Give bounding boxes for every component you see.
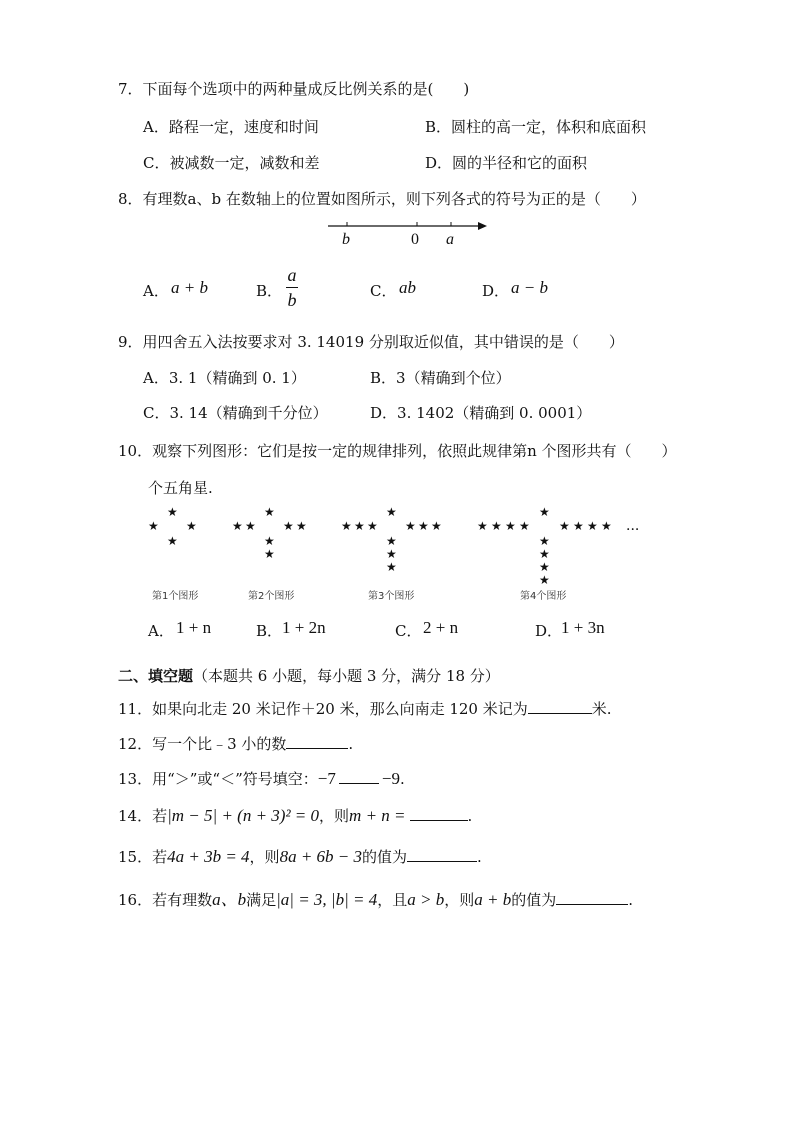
q15-mid: ，则 <box>249 848 280 866</box>
q10-option-d-label: D． <box>535 622 563 640</box>
q9-option-a: A．3. 1（精确到 0. 1） <box>143 369 306 387</box>
q15 <box>118 846 482 867</box>
star-icon: ★ <box>245 519 256 533</box>
axis-label-0: 0 <box>411 231 419 248</box>
q9-option-c: C．3. 14（精确到千分位） <box>143 404 328 422</box>
q16-text: 16．若有理数 <box>118 891 213 909</box>
star-icon: ★ <box>539 560 550 574</box>
q16-variables: a、b <box>212 890 247 909</box>
q7-option-a: A．路程一定，速度和时间 <box>143 118 319 136</box>
star-icon: ★ <box>148 519 159 533</box>
number-line <box>325 218 495 234</box>
star-icon: ★ <box>418 519 429 533</box>
q16-value-text: 的值为 <box>511 891 557 909</box>
star-icon: ★ <box>601 519 612 533</box>
q13-answer-blank[interactable] <box>339 769 379 784</box>
q10-option-b-expr: 1 + 2n <box>282 618 326 637</box>
q11 <box>118 698 612 719</box>
star-icon: ★ <box>264 547 275 561</box>
q8-option-c-label: C． <box>370 282 397 300</box>
star-icon: ★ <box>539 505 550 519</box>
q11-text: 11．如果向北走 20 米记作＋20 米，那么向南走 120 米记为 <box>118 700 528 718</box>
q11-answer-blank[interactable] <box>528 699 592 714</box>
star-icon: ★ <box>539 573 550 587</box>
axis-label-b: b <box>342 231 350 248</box>
q15-condition: 4a + 3b = 4 <box>167 847 250 866</box>
star-icon: ★ <box>539 534 550 548</box>
star-icon: ★ <box>386 560 397 574</box>
q14-expression: m + n = <box>349 806 406 825</box>
q14 <box>118 805 472 826</box>
figure-3-caption: 第3个图形 <box>368 591 415 602</box>
q16-inequality: a > b <box>407 890 445 909</box>
star-icon: ★ <box>477 519 488 533</box>
star-icon: ★ <box>296 519 307 533</box>
q16-expression: a + b <box>474 890 512 909</box>
q16-suffix: . <box>628 891 634 909</box>
star-icon: ★ <box>559 519 570 533</box>
q14-text: 14．若 <box>118 807 168 825</box>
q9-option-b: B．3（精确到个位） <box>370 369 511 387</box>
star-icon: ★ <box>587 519 598 533</box>
figure-ellipsis: ··· <box>626 522 640 538</box>
star-icon: ★ <box>405 519 416 533</box>
figure-2-caption: 第2个图形 <box>248 591 295 602</box>
q15-text: 15．若 <box>118 848 168 866</box>
figure-1-caption: 第1个图形 <box>152 591 199 602</box>
q14-suffix: . <box>467 807 473 825</box>
q8-stem: 8．有理数a、b 在数轴上的位置如图所示，则下列各式的符号为正的是（ ） <box>118 190 646 208</box>
star-icon: ★ <box>386 505 397 519</box>
star-icon: ★ <box>431 519 442 533</box>
star-icon: ★ <box>264 534 275 548</box>
q10-stem: 10．观察下列图形：它们是按一定的规律排列，依照此规律第n 个图形共有（ ） <box>118 442 677 460</box>
q7-option-c: C．被减数一定，减数和差 <box>143 154 320 172</box>
star-icon: ★ <box>167 505 178 519</box>
fraction-bar <box>286 287 298 288</box>
q10-stem-continued: 个五角星. <box>148 479 213 497</box>
q12-answer-blank[interactable] <box>286 734 348 749</box>
star-icon: ★ <box>186 519 197 533</box>
q8-option-b-fraction <box>286 266 298 309</box>
q12 <box>118 733 353 754</box>
q9-stem: 9．用四舍五入法按要求对 3. 14019 分别取近似值，其中错误的是（ ） <box>118 333 624 351</box>
q13 <box>118 768 405 789</box>
q13-left-value: −7 <box>317 769 336 788</box>
q16-mid2: ，且 <box>377 891 408 909</box>
q15-suffix: . <box>477 848 482 866</box>
q8-option-d-label: D． <box>482 282 510 300</box>
star-icon: ★ <box>367 519 378 533</box>
star-icon: ★ <box>264 505 275 519</box>
star-icon: ★ <box>386 547 397 561</box>
q10-option-a-label: A． <box>148 622 174 640</box>
star-icon: ★ <box>386 534 397 548</box>
q15-value-text: 的值为 <box>362 848 408 866</box>
star-icon: ★ <box>505 519 516 533</box>
q7-stem: 7．下面每个选项中的两种量成反比例关系的是( ) <box>118 80 470 98</box>
q15-answer-blank[interactable] <box>407 847 477 862</box>
q9-option-d: D．3. 1402（精确到 0. 0001） <box>370 404 592 422</box>
q14-mid: ，则 <box>319 807 350 825</box>
q12-text: 12．写一个比﹣3 小的数 <box>118 735 287 753</box>
q11-suffix: 米. <box>591 700 612 718</box>
q8-option-c-expr: ab <box>399 278 416 297</box>
q13-suffix: . <box>399 770 405 788</box>
q16 <box>118 885 633 910</box>
q7-option-b: B．圆柱的高一定，体积和底面积 <box>425 118 647 136</box>
q8-option-a-label: A． <box>143 282 169 300</box>
star-icon: ★ <box>573 519 584 533</box>
section-title: 二、填空题 <box>118 667 194 685</box>
axis-label-a: a <box>446 231 454 248</box>
q12-suffix: . <box>348 735 354 753</box>
q10-option-b-label: B． <box>256 622 283 640</box>
q7-option-d: D．圆的半径和它的面积 <box>425 154 588 172</box>
q15-expression: 8a + 6b − 3 <box>279 847 363 866</box>
q16-condition: |a| = 3, |b| = 4 <box>276 890 378 909</box>
q8-option-d-expr: a − b <box>511 278 548 297</box>
star-icon: ★ <box>491 519 502 533</box>
q14-equation: |m − 5| + (n + 3)² = 0 <box>167 806 320 825</box>
star-icon: ★ <box>519 519 530 533</box>
q10-option-c-label: C． <box>395 622 422 640</box>
q8-option-b-label: B． <box>256 282 283 300</box>
fraction-denominator: b <box>287 290 297 310</box>
star-icon: ★ <box>283 519 294 533</box>
q10-option-d-expr: 1 + 3n <box>561 618 605 637</box>
q16-mid3: ，则 <box>444 891 475 909</box>
star-icon: ★ <box>341 519 352 533</box>
star-icon: ★ <box>232 519 243 533</box>
fraction-numerator: a <box>287 265 297 285</box>
star-icon: ★ <box>167 534 178 548</box>
number-line-arrow <box>478 222 487 230</box>
q13-right-value: −9 <box>381 769 400 788</box>
q10-option-c-expr: 2 + n <box>423 618 459 637</box>
section-note: （本题共 6 小题，每小题 3 分，满分 18 分） <box>193 667 500 685</box>
star-icon: ★ <box>539 547 550 561</box>
q13-text: 13．用“＞”或“＜”符号填空： <box>118 770 318 788</box>
q16-mid1: 满足 <box>246 891 277 909</box>
q16-answer-blank[interactable] <box>556 890 628 905</box>
star-icon: ★ <box>354 519 365 533</box>
q14-answer-blank[interactable] <box>410 806 468 821</box>
section-heading <box>118 665 500 686</box>
q8-option-a-expr: a + b <box>171 278 208 297</box>
figure-4-caption: 第4个图形 <box>520 591 567 602</box>
q10-option-a-expr: 1 + n <box>176 618 212 637</box>
